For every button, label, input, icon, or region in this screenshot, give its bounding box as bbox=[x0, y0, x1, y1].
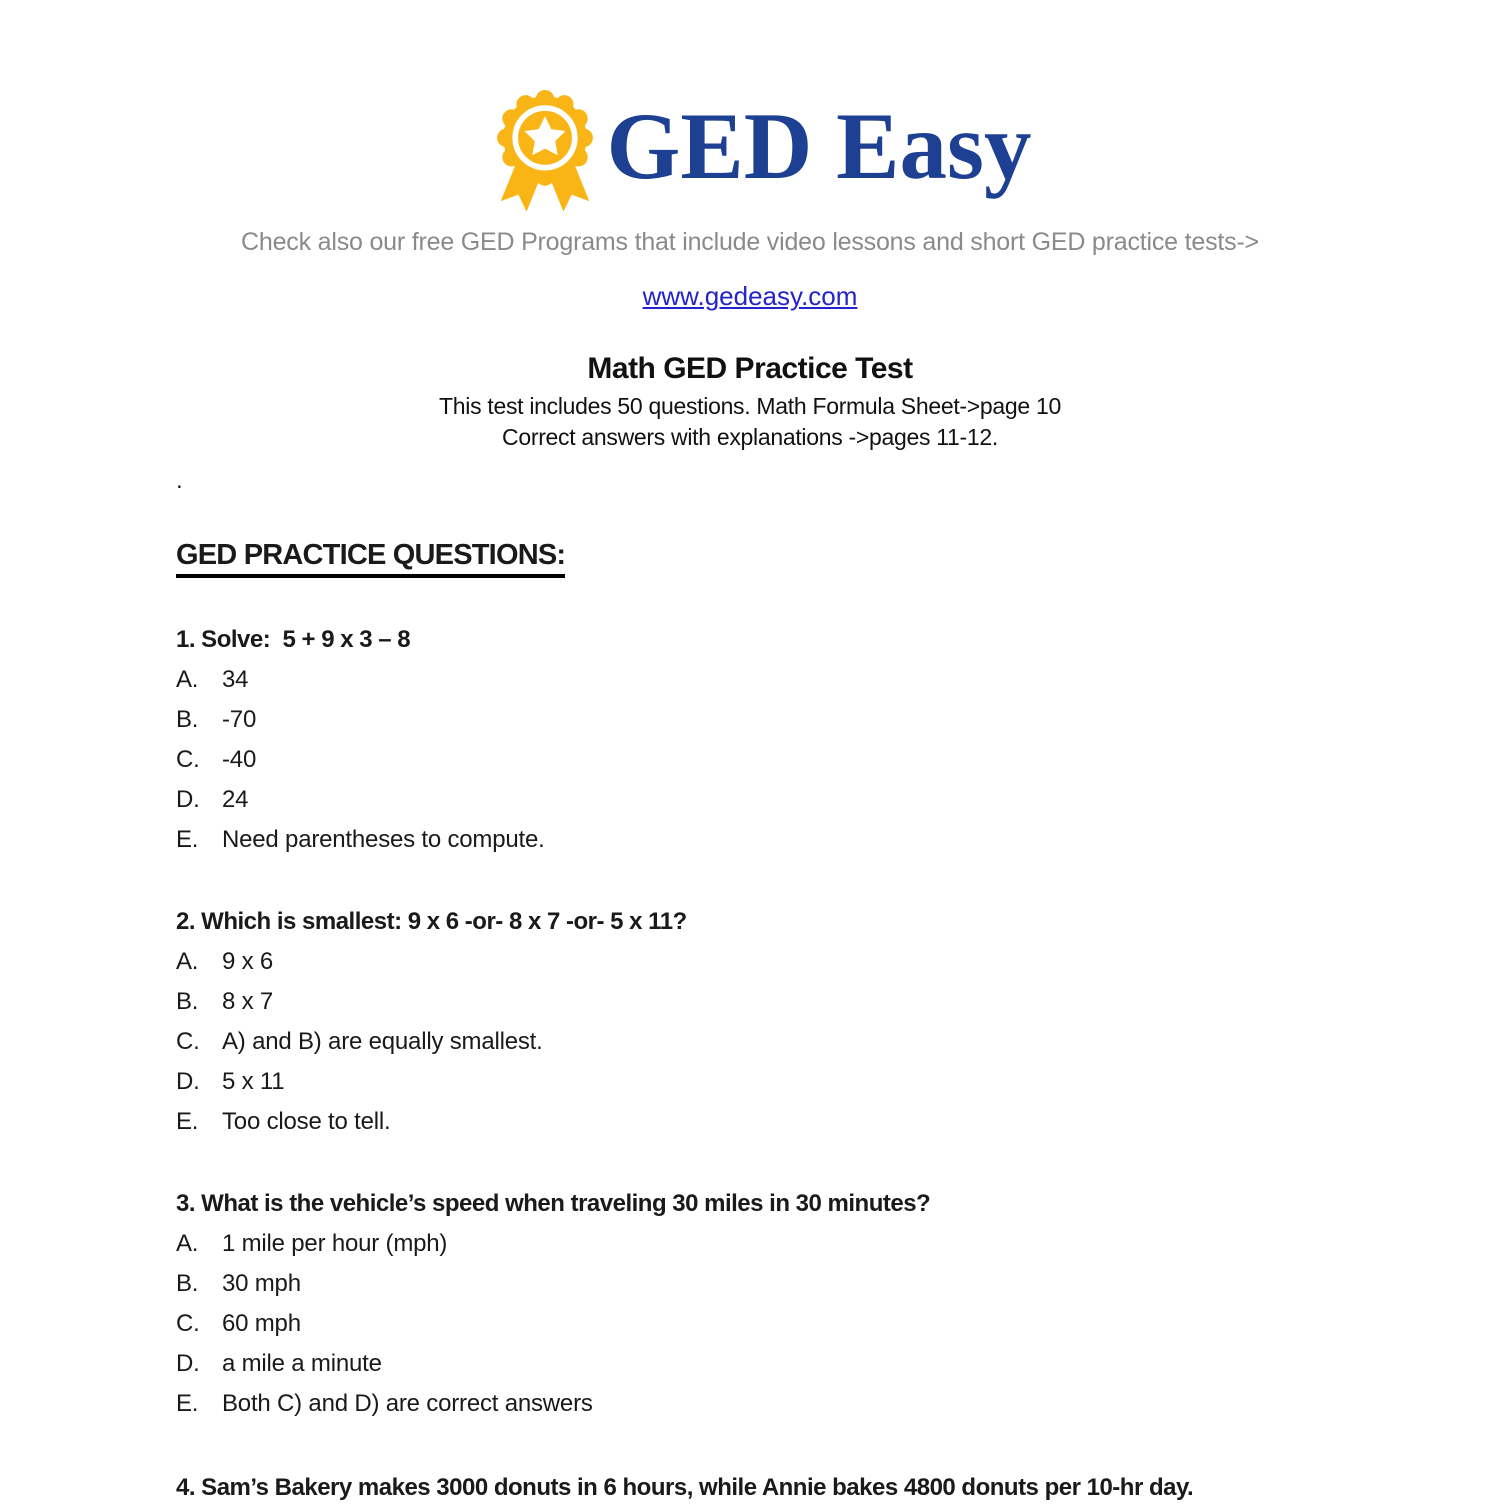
question-3 bbox=[176, 1184, 1360, 1424]
option-letter: B. bbox=[176, 988, 199, 1015]
option-text: Too close to tell. bbox=[222, 1108, 391, 1135]
option-letter: C. bbox=[176, 1310, 200, 1337]
section-heading-text: GED PRACTICE QUESTIONS: bbox=[176, 539, 565, 578]
option-text: 9 x 6 bbox=[222, 948, 274, 975]
question-heading: 4. Sam’s Bakery makes 3000 donuts in 6 hours, while Annie bakes 4800 donuts per 10-hr day. bbox=[176, 1474, 1194, 1501]
option-row bbox=[176, 700, 1360, 740]
document-body bbox=[176, 469, 1360, 1508]
stray-period: . bbox=[176, 467, 183, 494]
document-header bbox=[0, 0, 1500, 312]
question-4 bbox=[176, 1468, 1360, 1508]
option-text: 5 x 11 bbox=[222, 1068, 285, 1095]
option-letter: A. bbox=[176, 666, 199, 693]
option-letter: A. bbox=[176, 948, 199, 975]
question-heading: 2. Which is smallest: 9 x 6 -or- 8 x 7 -or- 5 x 11? bbox=[176, 908, 687, 935]
option-text: -70 bbox=[222, 706, 257, 733]
award-badge-icon bbox=[469, 87, 621, 214]
option-letter: B. bbox=[176, 1270, 199, 1297]
option-letter: C. bbox=[176, 746, 200, 773]
option-row bbox=[176, 1062, 1360, 1102]
option-text: Both C) and D) are correct answers bbox=[222, 1390, 593, 1417]
option-row bbox=[176, 982, 1360, 1022]
option-letter: D. bbox=[176, 1068, 200, 1095]
option-text: 8 x 7 bbox=[222, 988, 274, 1015]
option-row bbox=[176, 942, 1360, 982]
option-text: 24 bbox=[222, 786, 249, 813]
option-row bbox=[176, 1384, 1360, 1424]
option-letter: B. bbox=[176, 706, 199, 733]
option-row bbox=[176, 820, 1360, 860]
option-letter: D. bbox=[176, 786, 200, 813]
option-text: A) and B) are equally smallest. bbox=[222, 1028, 543, 1055]
option-text: 30 mph bbox=[222, 1270, 301, 1297]
option-text: Need parentheses to compute. bbox=[222, 826, 545, 853]
option-row bbox=[176, 1264, 1360, 1304]
option-letter: D. bbox=[176, 1350, 200, 1377]
option-row bbox=[176, 1344, 1360, 1384]
option-letter: E. bbox=[176, 826, 199, 853]
website-link[interactable]: www.gedeasy.com bbox=[642, 281, 858, 311]
option-letter: E. bbox=[176, 1108, 199, 1135]
question-2 bbox=[176, 902, 1360, 1142]
option-letter: C. bbox=[176, 1028, 200, 1055]
option-text: 60 mph bbox=[222, 1310, 301, 1337]
section-heading bbox=[176, 539, 1360, 578]
option-text: 34 bbox=[222, 666, 249, 693]
option-letter: E. bbox=[176, 1390, 199, 1417]
question-1 bbox=[176, 620, 1360, 860]
subtitle-line-2: Correct answers with explanations ->pages 11-12. bbox=[502, 424, 998, 450]
option-letter: A. bbox=[176, 1230, 199, 1257]
option-row bbox=[176, 1224, 1360, 1264]
option-text: -40 bbox=[222, 746, 257, 773]
option-row bbox=[176, 1022, 1360, 1062]
option-row bbox=[176, 1102, 1360, 1142]
brand-name: GED Easy bbox=[606, 92, 1032, 199]
option-row bbox=[176, 740, 1360, 780]
logo bbox=[0, 86, 1500, 216]
option-text: 1 mile per hour (mph) bbox=[222, 1230, 448, 1257]
option-row bbox=[176, 660, 1360, 700]
subtitle-line-1: This test includes 50 questions. Math Formula Sheet->page 10 bbox=[439, 393, 1061, 419]
page-title: Math GED Practice Test bbox=[587, 352, 913, 385]
tagline-text: Check also our free GED Programs that include video lessons and short GED practice tests-> bbox=[241, 228, 1259, 256]
option-text: a mile a minute bbox=[222, 1350, 382, 1377]
title-block bbox=[0, 352, 1500, 453]
option-row bbox=[176, 1304, 1360, 1344]
question-heading: 3. What is the vehicle’s speed when traveling 30 miles in 30 minutes? bbox=[176, 1190, 931, 1217]
option-row bbox=[176, 780, 1360, 820]
question-heading: 1. Solve: 5 + 9 x 3 – 8 bbox=[176, 626, 411, 653]
